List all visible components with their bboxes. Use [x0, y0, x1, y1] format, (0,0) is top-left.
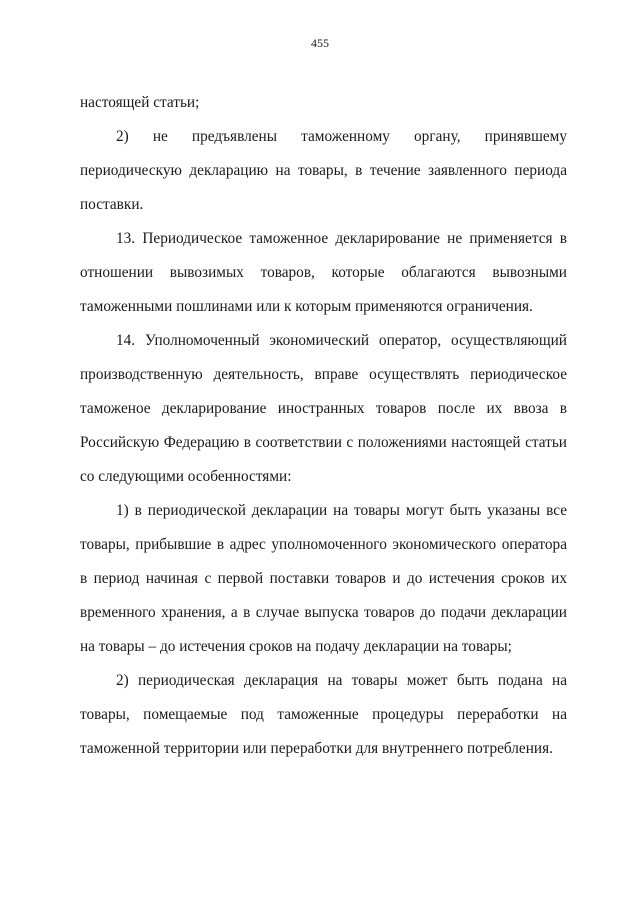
paragraph-section-14: 14. Уполномоченный экономический оператор, осуществляющий производственную деятельность, вправе осуществлять периодическое таможеное декларирование иностранных товаров после их ввоза в Российскую Федерацию в соответствии с положениями настоящей статьи со следующими особенностями: [80, 332, 567, 485]
paragraph-item-2: 2) не предъявлены таможенному органу, принявшему периодическую декларацию на товары, в течение заявленного периода поставки. [80, 128, 567, 213]
paragraph-section-13: 13. Периодическое таможенное декларирование не применяется в отношении вывозимых товаров, которые облагаются вывозными таможенными пошлинами или к которым применяются ограничения. [80, 230, 567, 315]
document-body [80, 86, 567, 766]
paragraph-subitem-1: 1) в периодической декларации на товары могут быть указаны все товары, прибывшие в адрес уполномоченного экономического оператора в период начиная с первой поставки товаров и до истечения сроков их временного хранения, а в случае выпуска товаров до подачи декларации на товары – до истечения сроков на подачу декларации на товары; [80, 502, 567, 655]
paragraph-subitem-2: 2) периодическая декларация на товары может быть подана на товары, помещаемые под таможенные процедуры переработки на таможенной территории или переработки для внутреннего потребления. [80, 672, 567, 757]
page-number: 455 [311, 36, 329, 50]
paragraph-continuation: настоящей статьи; [80, 94, 200, 111]
